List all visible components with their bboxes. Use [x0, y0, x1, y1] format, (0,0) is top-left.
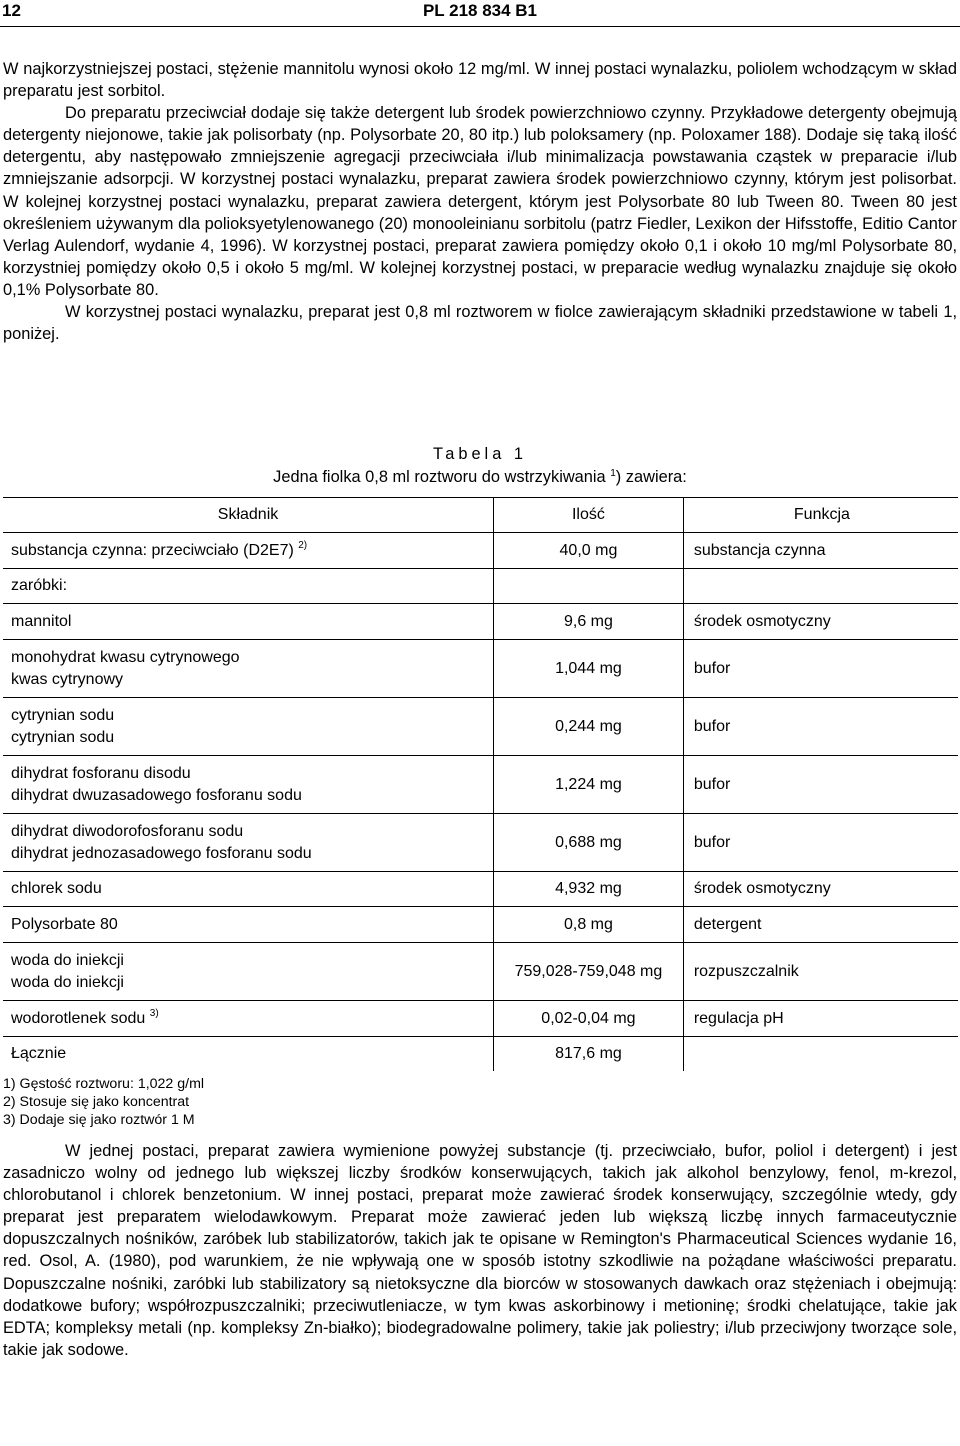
- table-row: [3, 943, 958, 1001]
- body-text-bottom: [3, 1140, 957, 1361]
- cell-ingredient: substancja czynna: przeciwciało (D2E7) $^{2)}$: [3, 533, 494, 569]
- cell-function: środek osmotyczny: [683, 604, 958, 640]
- paragraph: Do preparatu przeciwciał dodaje się także detergent lub środek powierzchniowo czynny. Przykładowe detergenty obejmują detergenty niejonowe, takie jak polisorbaty (np. Polysorbate 20, 80 itp.) lub poloksamery (np. Poloxamer 188). Dodaje się taką ilość detergentu, aby następowało zmniejszenie agregacji przeciwciała i/lub minimalizacja powstawania cząstek w preparacie i/lub zmniejszanie adsorpcji. W korzystnej postaci wynalazku, preparat zawiera środek powierzchniowo czynny, którym jest polisorbat. W kolejnej korzystnej postaci wynalazku, preparat zawiera detergent, którym jest Polysorbate 80 lub Tween 80. Tween 80 jest określeniem używanym dla polioksyetylenowanego (20) monooleinianu sorbitolu (patrz Fiedler, Lexikon der Hifsstoffe, Editio Cantor Verlag Aulendorf, wydanie 4, 1996). W korzystnej postaci, preparat zawiera pomiędzy około 0,1 i około 10 mg/ml Polysorbate 80, korzystniej pomiędzy około 0,5 i około 5 mg/ml. W kolejnej korzystnej postaci, w preparacie według wynalazku znajduje się około 0,1% Polysorbate 80.: [3, 104, 957, 299]
- table-row: [3, 569, 958, 604]
- caption-text: Jedna fiolka 0,8 ml roztworu do wstrzykiwania: [273, 468, 606, 486]
- table-footnotes: [3, 1076, 204, 1129]
- cell-amount: 0,8 mg: [563, 915, 613, 933]
- cell-ingredient: zaróbki:: [3, 569, 494, 604]
- cell-ingredient: Łącznie: [3, 1037, 494, 1071]
- cell-function: rozpuszczalnik: [683, 943, 958, 1001]
- footnote: 1) Gęstość roztworu: 1,022 g/ml: [3, 1076, 205, 1092]
- footnote: 3) Dodaje się jako roztwór 1 M: [3, 1111, 195, 1128]
- caption-text-end: ) zawiera:: [615, 468, 687, 486]
- footnote-ref: 2): [298, 539, 308, 551]
- cell-amount: 9,6 mg: [563, 612, 613, 630]
- ingredients-table: [3, 497, 958, 1071]
- cell-amount: [494, 569, 684, 604]
- cell-ingredient: Polysorbate 80: [3, 907, 494, 943]
- cell-amount: 817,6 mg: [555, 1044, 622, 1062]
- cell-function: bufor: [683, 698, 958, 756]
- page-number: 12: [2, 1, 21, 20]
- cell-function: bufor: [683, 756, 958, 814]
- paragraph: W najkorzystniejszej postaci, stężenie mannitolu wynosi około 12 mg/ml. W innej postaci wynalazku, poliolem wchodzącym w skład preparatu jest sorbitol.: [3, 60, 957, 101]
- table-row: [3, 640, 958, 698]
- table-header-row: [3, 498, 958, 533]
- page-header: [0, 0, 960, 27]
- cell-amount: 40,0 mg: [559, 541, 618, 559]
- column-header-function: Funkcja: [683, 498, 958, 533]
- body-text-top: [3, 58, 957, 345]
- column-header-amount: Ilość: [571, 506, 605, 523]
- table-row: [3, 533, 958, 569]
- cell-amount: 1,044 mg: [555, 659, 622, 677]
- table-row: [3, 756, 958, 814]
- cell-function: [683, 1037, 958, 1071]
- cell-function: substancja czynna: [683, 533, 958, 569]
- cell-function: bufor: [683, 814, 958, 872]
- cell-function: [683, 569, 958, 604]
- cell-function: bufor: [683, 640, 958, 698]
- cell-ingredient: chlorek sodu: [3, 872, 494, 907]
- cell-ingredient: woda do iniekcji woda do iniekcji: [3, 943, 494, 1001]
- cell-function: regulacja pH: [683, 1001, 958, 1037]
- table-row: [3, 604, 958, 640]
- cell-function: detergent: [683, 907, 958, 943]
- cell-amount: 0,02-0,04 mg: [541, 1009, 636, 1027]
- paragraph: W jednej postaci, preparat zawiera wymienione powyżej substancje (tj. przeciwciało, bufor, poliol i detergent) i jest zasadniczo wolny od jednego lub większej liczby środków konserwujących, takich jak alkohol benzylowy, fenol, m-krezol, chlorobutanol i chlorek benzetonium. W innej postaci, preparat może zawierać środek konserwujący, szczególnie wtedy, gdy preparat jest preparatem wielodawkowym. Preparat może zawierać jeden lub większą liczbę innych farmaceutycznie dopuszczalnych nośników, zaróbek lub stabilizatorów, takich jak te opisane w Remington's Pharmaceutical Sciences wydanie 16, red. Osol, A. (1980), pod warunkiem, że nie wpływają one w sposób istotny szkodliwie na pożądane właściwości preparatu. Dopuszczalne nośniki, zaróbki lub stabilizatory są nietoksyczne dla biorców w stosowanych dawkach oraz stężeniach i obejmują: dodatkowe bufory; współrozpuszczalniki; przeciwutleniacze, w tym kwas askorbinowy i metioninę; środki chelatujące, takie jak EDTA; kompleksy metali (np. kompleksy Zn-białko); biodegradowalne polimery, takie jak poliestry; i/lub przeciwjony tworzące sole, takie jak sodowe.: [3, 1142, 957, 1359]
- cell-amount: 0,688 mg: [555, 833, 622, 851]
- table-title: Tabela 1: [433, 445, 527, 463]
- table-row-total: [3, 1037, 958, 1071]
- cell-amount: 0,244 mg: [555, 717, 622, 735]
- cell-ingredient: mannitol: [3, 604, 494, 640]
- cell-function: środek osmotyczny: [683, 872, 958, 907]
- table-row: [3, 907, 958, 943]
- cell-ingredient: wodorotlenek sodu $^{3)}$: [3, 1001, 494, 1037]
- cell-amount: 759,028-759,048 mg: [514, 962, 663, 980]
- footnote-ref: 3): [149, 1007, 159, 1019]
- cell-ingredient: cytrynian sodu cytrynian sodu: [3, 698, 494, 756]
- cell-amount: 1,224 mg: [555, 775, 622, 793]
- table-row: [3, 872, 958, 907]
- cell-amount: 4,932 mg: [555, 880, 622, 897]
- table-row: [3, 1001, 958, 1037]
- caption-footnote-ref: 1: [610, 468, 616, 479]
- footnote: 2) Stosuje się jako koncentrat: [3, 1093, 190, 1110]
- table-row: [3, 698, 958, 756]
- cell-ingredient: dihydrat diwodorofosforanu sodu dihydrat jednozasadowego fosforanu sodu: [3, 814, 494, 872]
- document-id: PL 218 834 B1: [422, 1, 538, 20]
- cell-ingredient: dihydrat fosforanu disodu dihydrat dwuzasadowego fosforanu sodu: [3, 756, 494, 814]
- paragraph: W korzystnej postaci wynalazku, preparat jest 0,8 ml roztworem w fiolce zawierającym składniki przedstawione w tabeli 1, poniżej.: [3, 303, 957, 344]
- cell-ingredient: monohydrat kwasu cytrynowego kwas cytrynowy: [3, 640, 494, 698]
- column-header-ingredient: Składnik: [3, 498, 494, 533]
- table-caption: [0, 468, 960, 487]
- table-row: [3, 814, 958, 872]
